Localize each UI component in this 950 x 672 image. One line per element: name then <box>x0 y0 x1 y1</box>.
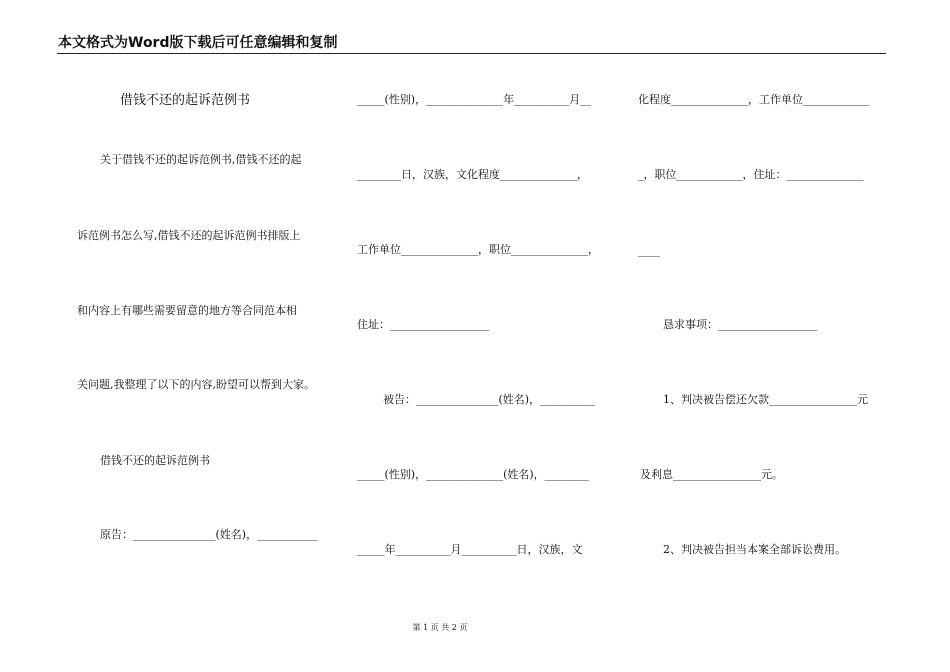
paragraph-line: 关于借钱不还的起诉范例书,借钱不还的起 <box>100 153 302 166</box>
section-heading: 借钱不还的起诉范例书 <box>100 454 210 467</box>
form-line: _____年__________月__________日，汉族，文 <box>357 543 583 556</box>
form-line: 化程度______________，工作单位____________ <box>638 93 869 106</box>
form-line: 住址：__________________ <box>357 318 489 331</box>
form-line: _____(性别)，______________年__________月__ <box>357 93 592 106</box>
claims-heading: 恳求事项：__________________ <box>663 318 817 331</box>
page-header: 本文格式为Word版下载后可任意编辑和复制 <box>58 35 338 51</box>
plaintiff-line: 原告：_______________(姓名)，___________ <box>100 528 318 541</box>
form-line: _，职位____________，住址：______________ <box>638 168 864 181</box>
page-number: 第 1 页 共 2 页 <box>412 623 468 632</box>
header-divider <box>57 53 886 54</box>
claim-item-1: 1、判决被告偿还欠款________________元 <box>663 393 868 406</box>
paragraph-line: 关问题,我整理了以下的内容,盼望可以帮到大家。 <box>77 378 315 391</box>
form-line: 工作单位______________，职位______________， <box>357 243 599 256</box>
claim-item-1-continued: 及利息________________元。 <box>640 468 783 481</box>
paragraph-line: 和内容上有哪些需要留意的地方等合同范本相 <box>77 304 297 317</box>
paragraph-line: 诉范例书怎么写,借钱不还的起诉范例书排版上 <box>77 229 301 242</box>
document-title: 借钱不还的起诉范例书 <box>120 93 251 108</box>
form-line: ________日，汉族，文化程度______________， <box>357 168 588 181</box>
form-line: ____ <box>638 244 660 257</box>
form-line: _____(性别)，______________(姓名)，________ <box>357 468 589 481</box>
claim-item-2: 2、判决被告担当本案全部诉讼费用。 <box>663 543 846 556</box>
defendant-line: 被告：_______________(姓名)，__________ <box>383 393 596 406</box>
